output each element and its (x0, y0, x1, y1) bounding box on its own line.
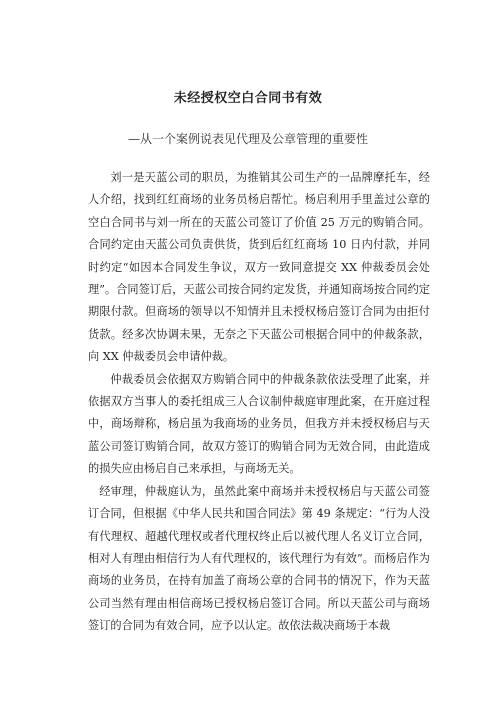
document-body (88, 167, 430, 638)
paragraph-3: 经审理，仲裁庭认为，虽然此案中商场并未授权杨启与天蓝公司签订合同，但根据《中华人民共和国合同法》第 49 条规定：“行为人没有代理权、超越代理权或者代理权终止后以被代理人名义订立合同，相对人有理由相信行为人有代理权的，该代理行为有效”。而杨启作为商场的业务员，在持有加盖了商场公章的合同书的情况下，作为天蓝公司当然有理由相信商场已授权杨启签订合同。所以天蓝公司与商场签订的合同为有效合同，应予以认定。故依法裁决商场于本裁 (88, 484, 430, 633)
document-title: 未经授权空白合同书有效 (173, 91, 323, 106)
document-subtitle: —从一个案例说表见代理及公章管理的重要性 (127, 132, 368, 146)
paragraph-2: 仲裁委员会依据双方购销合同中的仲裁条款依法受理了此案，并依据双方当事人的委托组成三人合议制仲裁庭审理此案，在开庭过程中，商场辩称，杨启虽为我商场的业务员，但我方并未授权杨启与天蓝公司签订购销合同，故双方签订的购销合同为无效合同，由此造成的损失应由杨启自己来承担，与商场无关。 (88, 372, 430, 476)
paragraph-1: 刘一是天蓝公司的职员，为推销其公司生产的一品牌摩托车，经人介绍，找到红红商场的业务员杨启帮忙。杨启利用手里盖过公章的空白合同书与刘一所在的天蓝公司签订了价值 25 万元的购销合同。合同约定由天蓝公司负责供货，货到后红红商场 10 日内付款，并同时约定“如因本合同发生争议，双方一致同意提交 XX 仲裁委员会处理”。合同签订后，天蓝公司按合同约定发货，并通知商场按合同约定期限付款。但商场的领导以不知情并且未授权杨启签订合同为由拒付货款。经多次协调未果，无奈之下天蓝公司根据合同中的仲裁条款，向 XX 仲裁委员会申请仲裁。 (88, 171, 430, 364)
